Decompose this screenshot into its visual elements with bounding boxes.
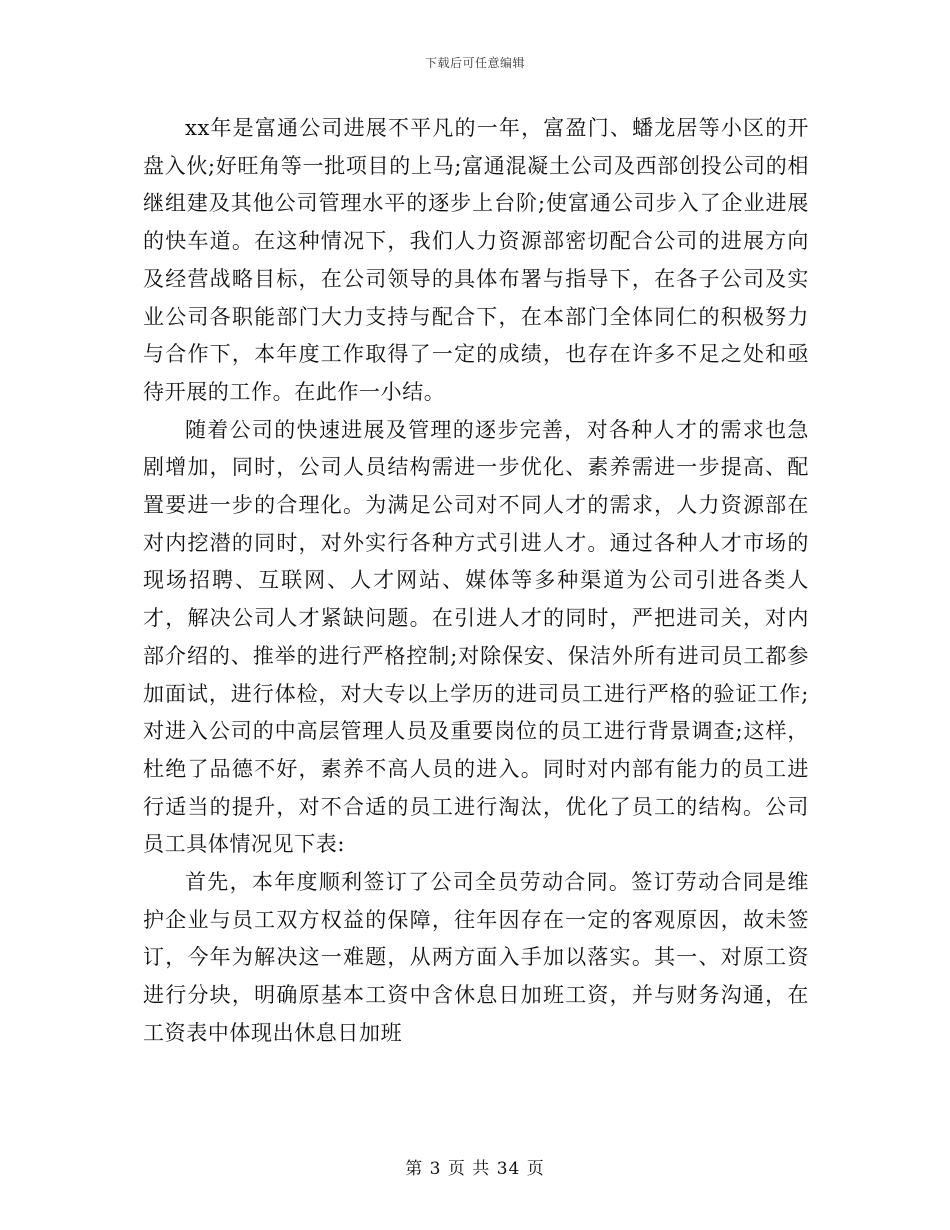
paragraph-1: xx年是富通公司进展不平凡的一年，富盈门、蟠龙居等小区的开盘入伙;好旺角等一批项目的上马;富通混凝土公司及西部创投公司的相继组建及其他公司管理水平的逐步上台阶;使富通公司步入了企业进展的快车道。在这种情况下，我们人力资源部密切配合公司的进展方向及经营战略目标，在公司领导的具体布署与指导下，在各子公司及实业公司各职能部门大力支持与配合下，在本部门全体同仁的积极努力与合作下，本年度工作取得了一定的成绩，也存在许多不足之处和亟待开展的工作。在此作一小结。 [143, 116, 809, 404]
page-number-footer: 第 3 页 共 34 页 [405, 1159, 545, 1179]
header-note: 下载后可任意编辑 [424, 56, 525, 70]
paragraph-3: 首先，本年度顺利签订了公司全员劳动合同。签订劳动合同是维护企业与员工双方权益的保障，往年因存在一定的客观原因，故未签订，今年为解决这一难题，从两方面入手加以落实。其一、对原工资进行分块，明确原基本工资中含休息日加班工资，并与财务沟通，在工资表中体现出休息日加班 [143, 870, 809, 1045]
paragraph-2: 随着公司的快速进展及管理的逐步完善，对各种人才的需求也急剧增加，同时，公司人员结构需进一步优化、素养需进一步提高、配置要进一步的合理化。为满足公司对不同人才的需求，人力资源部在对内挖潜的同时，对外实行各种方式引进人才。通过各种人才市场的现场招聘、互联网、人才网站、媒体等多种渠道为公司引进各类人才，解决公司人才紧缺问题。在引进人才的同时，严把进司关，对内部介绍的、推举的进行严格控制;对除保安、保洁外所有进司员工都参加面试，进行体检，对大专以上学历的进司员工进行严格的验证工作;对进入公司的中高层管理人员及重要岗位的员工进行背景调查;这样，杜绝了品德不好，素养不高人员的进入。同时对内部有能力的员工进行适当的提升，对不合适的员工进行淘汰，优化了员工的结构。公司员工具体情况见下表: [143, 417, 809, 857]
document-body [143, 110, 809, 1053]
